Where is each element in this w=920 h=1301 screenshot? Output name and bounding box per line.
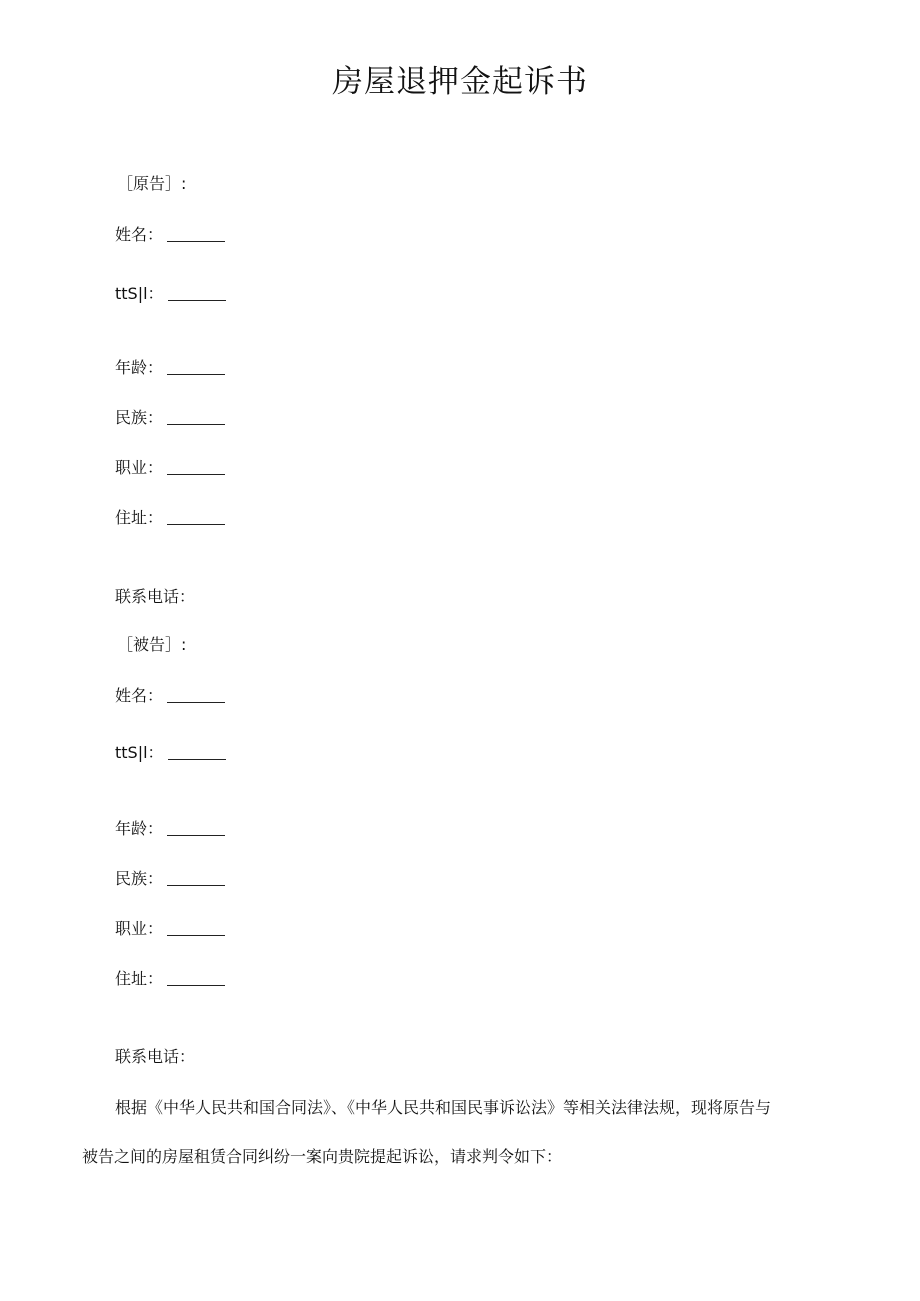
defendant-address-field	[115, 968, 225, 990]
plaintiff-name-field	[115, 224, 225, 246]
document-title: 房屋退押金起诉书	[332, 64, 588, 100]
defendant-gender-field	[115, 742, 226, 764]
plaintiff-ethnicity-field	[115, 407, 225, 429]
defendant-name-field	[115, 685, 225, 707]
field-label: 姓名：	[115, 686, 164, 705]
plaintiff-gender-field	[115, 283, 226, 305]
field-label: 职业：	[115, 919, 164, 938]
blank-line	[167, 460, 225, 475]
plaintiff-heading: ［原告］:	[117, 174, 187, 193]
defendant-phone-field	[115, 1046, 195, 1068]
field-label: 姓名：	[115, 225, 164, 244]
blank-line	[167, 410, 225, 425]
plaintiff-address-field	[115, 507, 225, 529]
blank-line	[168, 745, 226, 760]
field-label: 住址：	[115, 508, 164, 527]
plaintiff-phone-field	[115, 586, 195, 608]
field-label: 年龄：	[115, 819, 164, 838]
blank-line	[167, 510, 225, 525]
blank-line	[167, 871, 225, 886]
blank-line	[167, 971, 225, 986]
defendant-occupation-field	[115, 918, 225, 940]
defendant-age-field	[115, 818, 225, 840]
blank-line	[167, 821, 225, 836]
field-label: 年龄：	[115, 358, 164, 377]
body-paragraph-line-2: 被告之间的房屋租赁合同纠纷一案向贵院提起诉讼，请求判令如下：	[82, 1147, 563, 1166]
blank-line	[167, 360, 225, 375]
field-label: 民族：	[115, 408, 164, 427]
blank-line	[167, 688, 225, 703]
defendant-ethnicity-field	[115, 868, 225, 890]
field-label: 联系电话：	[115, 587, 196, 606]
blank-line	[167, 921, 225, 936]
field-label: 联系电话：	[115, 1047, 196, 1066]
field-label: ttS|l：	[115, 284, 164, 303]
field-label: 住址：	[115, 969, 164, 988]
defendant-heading: ［被告］:	[117, 635, 187, 654]
field-label: 民族：	[115, 869, 164, 888]
field-label: 职业：	[115, 458, 164, 477]
plaintiff-occupation-field	[115, 457, 225, 479]
body-paragraph-line-1: 根据《中华人民共和国合同法》、《中华人民共和国民事诉讼法》等相关法律法规，现将原告与	[115, 1098, 772, 1117]
blank-line	[168, 286, 226, 301]
plaintiff-age-field	[115, 357, 225, 379]
blank-line	[167, 227, 225, 242]
field-label: ttS|l：	[115, 743, 164, 762]
